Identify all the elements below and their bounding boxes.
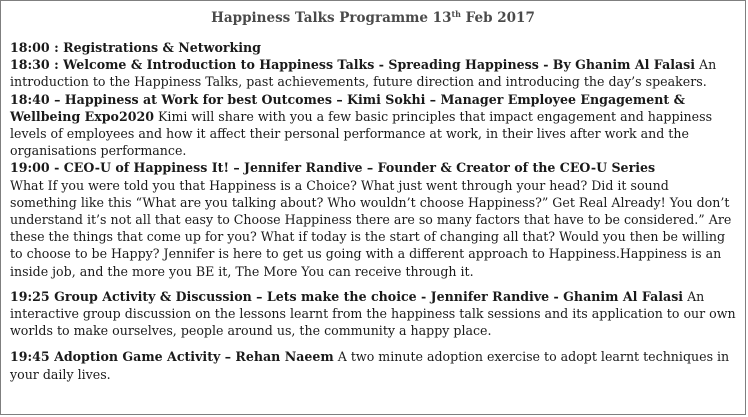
programme-item-ceo-u bbox=[10, 159, 739, 279]
programme-item-adoption-game bbox=[10, 348, 739, 382]
item-description: An interactive group discussion on the lessons learnt from the happiness talk sessions and its application to our own worlds to make ourselves, people around us, the community a happy place. bbox=[10, 288, 736, 339]
item-heading: 19:45 Adoption Game Activity – Rehan Naeem bbox=[10, 349, 334, 365]
item-heading: 18:40 – Happiness at Work for best Outcomes – Kimi Sokhi – Manager Employee Engagement & Wellbeing Expo2020 bbox=[10, 91, 685, 124]
programme-item-registrations bbox=[10, 39, 739, 56]
title-text: Happiness Talks Programme 13 bbox=[211, 10, 452, 26]
item-heading: 19:00 - CEO-U of Happiness It! – Jennifer Randive – Founder & Creator of the CEO-U Series bbox=[10, 160, 656, 176]
page-title bbox=[1, 1, 745, 26]
title-suffix: Feb 2017 bbox=[460, 10, 535, 26]
item-description: A two minute adoption exercise to adopt learnt techniques in your daily lives. bbox=[10, 349, 730, 382]
programme-item-welcome bbox=[10, 56, 739, 90]
item-heading: 19:25 Group Activity & Discussion – Lets make the choice - Jennifer Randive - Ghanim Al Falasi bbox=[10, 288, 684, 304]
title-superscript: th bbox=[451, 9, 461, 19]
item-description: Kimi will share with you a few basic principles that impact engagement and happiness levels of employees and how it affect their personal performance at work, in their lives after work and the organisations performance. bbox=[10, 108, 713, 159]
programme-item-happiness-at-work bbox=[10, 91, 739, 160]
programme-item-group-activity bbox=[10, 288, 739, 340]
item-heading: 18:30 : Welcome & Introduction to Happiness Talks - Spreading Happiness - By Ghanim Al Falasi bbox=[10, 57, 696, 73]
item-description: An introduction to the Happiness Talks, past achievements, future direction and introducing the day’s speakers. bbox=[10, 57, 717, 90]
programme-content bbox=[10, 39, 739, 383]
item-description: What If you were told you that Happiness is a Choice? What just went through your head? Did it sound something like this “What are you talking about? Who wouldn’t choose Happiness?” Get Real Already! You don’t understand it’s not all that easy to Choose Happiness there are so many factors that have to be considered.” Are these the things that come up for you? What if today is the start of changing all that? Would you then be willing to choose to be Happy? Jennifer is here to get us going with a different approach to Happiness.Happiness is an inside job, and the more you BE it, The More You can receive through it. bbox=[10, 177, 732, 279]
item-heading: 18:00 : Registrations & Networking bbox=[10, 40, 261, 55]
